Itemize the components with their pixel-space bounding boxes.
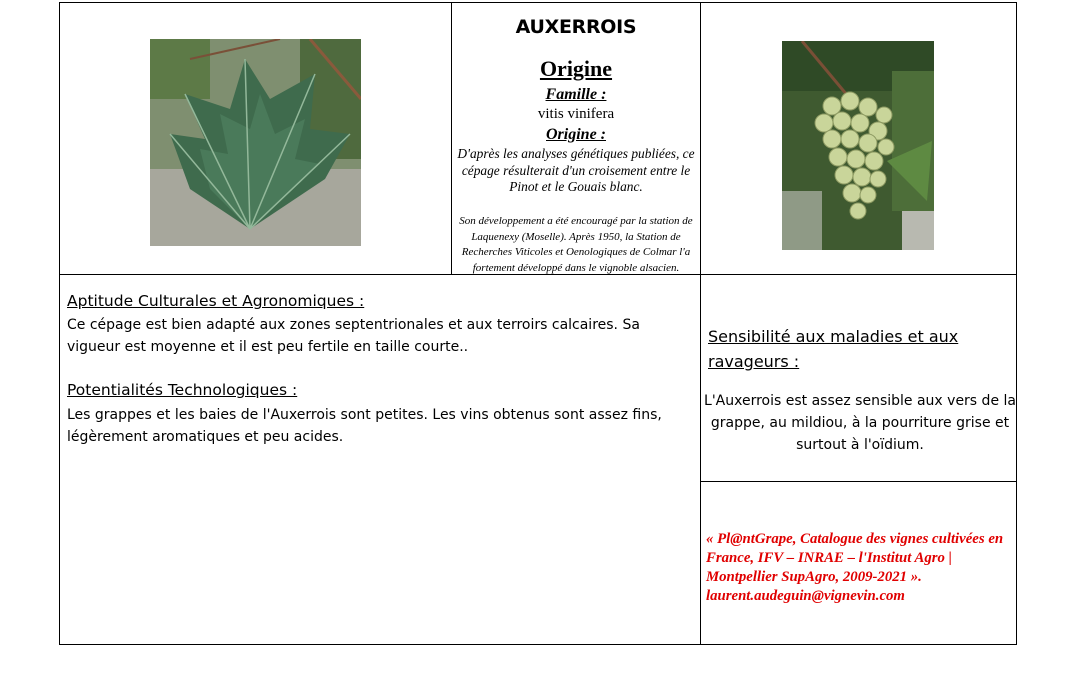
vine-leaf-image — [150, 39, 361, 246]
origine-description: D'après les analyses génétiques publiées, ce cépage résulterait d'un croisement entre le Pinot et le Gouais blanc. — [457, 146, 695, 194]
potentialites-text: Les grappes et les baies de l'Auxerrois sont petites. Les vins obtenus sont assez fins, légèrement aromatiques et peu acides. — [67, 407, 662, 445]
aptitude-text: Ce cépage est bien adapté aux zones septentrionales et aux terroirs calcaires. Sa vigueur est moyenne et il est peu fertile en taille courte.. — [67, 317, 640, 355]
row-divider-right — [700, 481, 1017, 482]
page-title: AUXERROIS — [515, 16, 637, 38]
sensibilite-heading: Sensibilité aux maladies et aux ravageurs : — [708, 327, 959, 371]
citation-block — [706, 530, 1006, 606]
potentialites-heading: Potentialités Technologiques : — [67, 381, 298, 399]
column-divider-main — [700, 2, 701, 645]
citation-text: « Pl@ntGrape, Catalogue des vignes cultivées en France, IFV – INRAE – l'Institut Agro | Montpellier SupAgro, 2009-2021 ». — [706, 531, 1004, 585]
origine-history: Son développement a été encouragé par la station de Laquenexy (Moselle). Après 1950, la Station de Recherches Viticoles et Oenologiques de Colmar l'a fortement développé dans le vignoble alsacien. — [459, 215, 693, 274]
vine-leaf-photo — [150, 39, 361, 246]
grape-bunch-photo — [782, 41, 934, 250]
famille-value: vitis vinifera — [537, 106, 615, 122]
grape-bunch-image — [782, 41, 934, 250]
sensibilite-text: L'Auxerrois est assez sensible aux vers de la grappe, au mildiou, à la pourriture grise et surtout à l'oïdium. — [704, 393, 1016, 453]
origine-heading: Origine — [539, 56, 613, 81]
famille-label: Famille : — [545, 86, 607, 103]
citation-email[interactable]: laurent.audeguin@vignevin.com — [706, 588, 905, 604]
origine-label: Origine : — [546, 126, 606, 143]
aptitude-heading: Aptitude Culturales et Agronomiques : — [67, 292, 365, 310]
